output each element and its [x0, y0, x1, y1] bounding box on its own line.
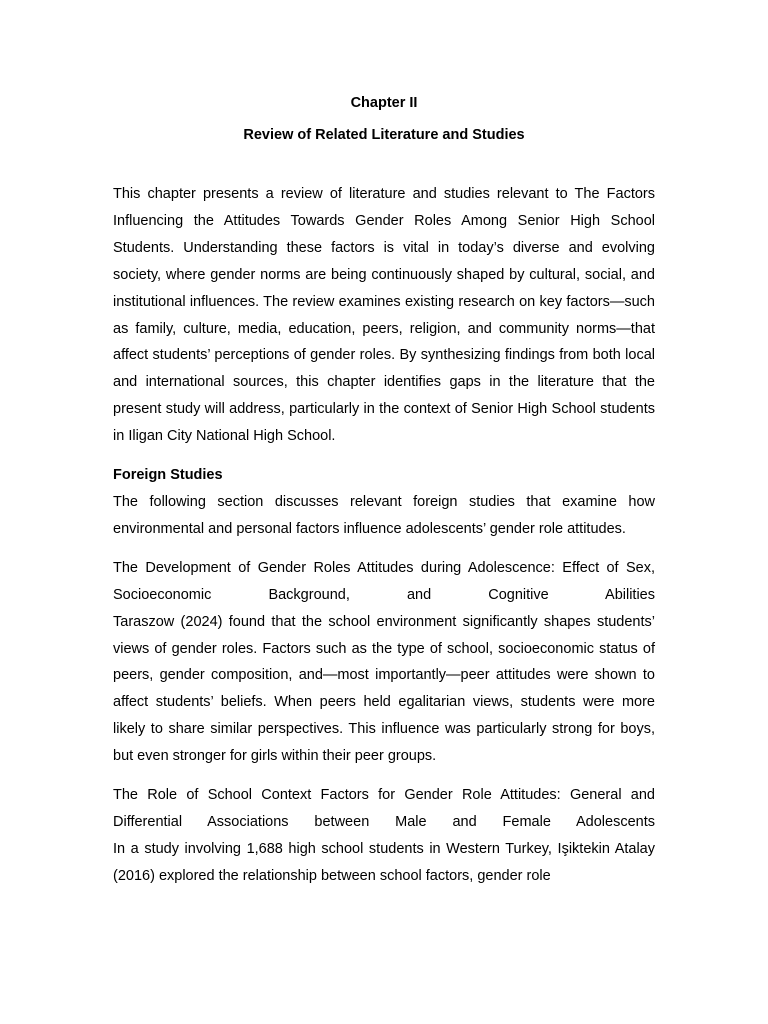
intro-paragraph: This chapter presents a review of literature and studies relevant to The Factors Influencing the Attitudes Towards Gender Roles Among Senior High School Students. Understanding these factors is vital in today’s diverse and evolving society, where gender norms are being continuously shaped by cultural, social, and institutional influences. The review examines existing research on key factors—such as family, culture, media, education, peers, religion, and community norms—that affect students’ perceptions of gender roles. By synthesizing findings from both local and international sources, this chapter identifies gaps in the literature that the present study will address, particularly in the context of Senior High School students in Iligan City National High School.	[113, 186, 655, 445]
section-heading-foreign-studies: Foreign Studies	[113, 467, 223, 484]
study-entry	[113, 555, 655, 770]
document-page	[113, 93, 655, 890]
study-title: The Role of School Context Factors for Gender Role Attitudes: General and Differential Associations between Male and Female Adolescents	[113, 787, 655, 830]
study-title: The Development of Gender Roles Attitudes during Adolescence: Effect of Sex, Socioeconomic Background, and Cognitive Abilities	[113, 559, 655, 603]
study-body: Taraszow (2024) found that the school environment significantly shapes students’ views of gender roles. Factors such as the type of school, socioeconomic status of peers, gender composition, and—most importantly—peer attitudes were shown to affect students’ beliefs. When peers held egalitarian views, students were more likely to share similar perspectives. This influence was particularly strong for boys, but even stronger for girls within their peer groups.	[113, 613, 655, 765]
study-body: In a study involving 1,688 high school students in Western Turkey, Işiktekin Atalay (2016) explored the relationship between school factors, gender role	[113, 840, 655, 884]
chapter-title: Review of Related Literature and Studies	[243, 127, 525, 143]
foreign-studies-intro: The following section discusses relevant foreign studies that examine how environmental and personal factors influence adolescents’ gender role attitudes.	[113, 493, 655, 537]
chapter-label: Chapter II	[350, 95, 418, 111]
study-entry	[113, 782, 655, 890]
